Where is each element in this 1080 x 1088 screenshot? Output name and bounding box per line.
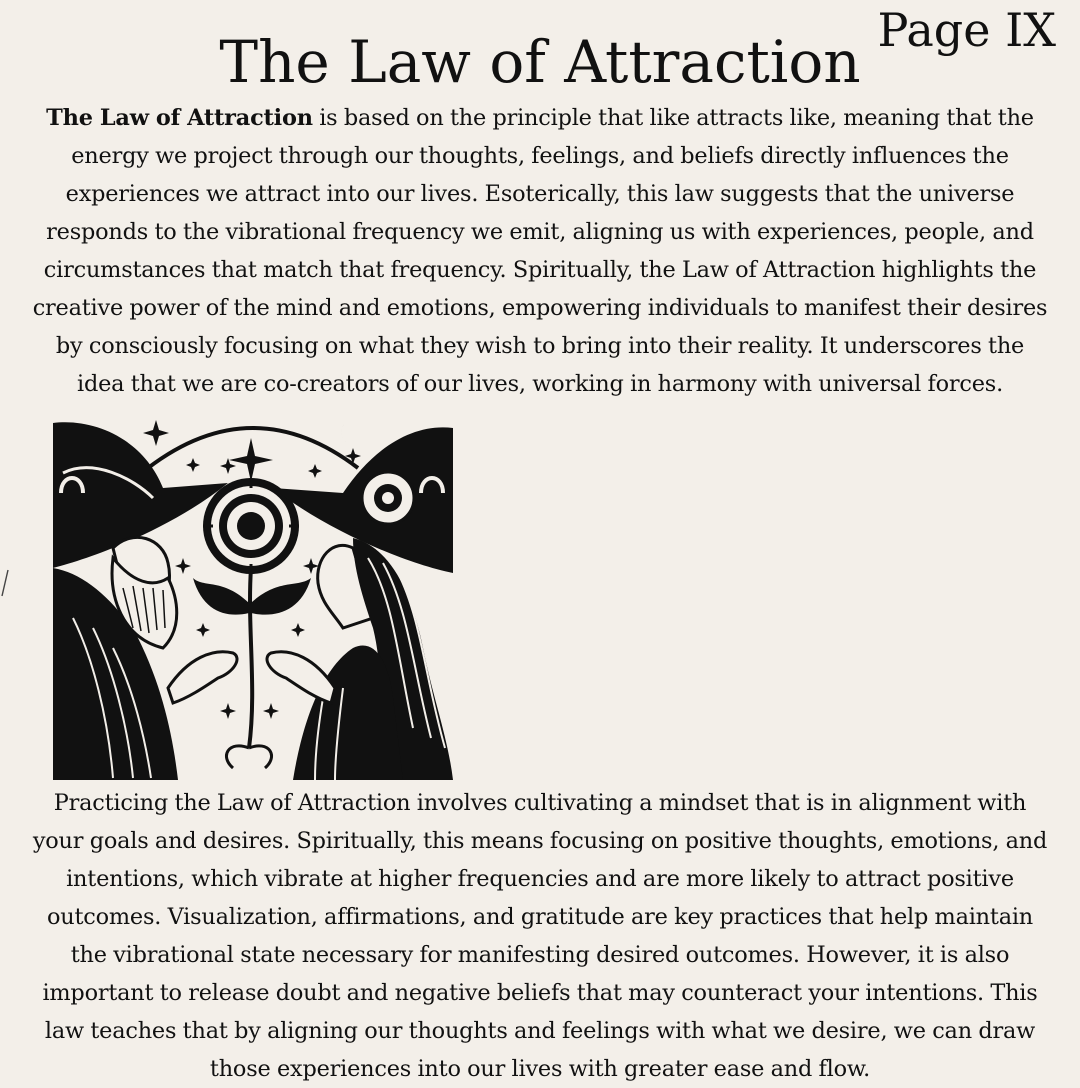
intro-paragraph-text: is based on the principle that like attracts like, meaning that the energy we project through our thoughts, feelings, and beliefs directly influences the experiences we attract into our lives. Esoterically, this law suggests that the universe responds to the vibrational frequency we emit, aligning us with experiences, people, and circumstances that match that frequency. Spiritually, the Law of Attraction highlights the creative power of the mind and emotions, empowering individuals to manifest their desires by consciously focusing on what they wish to bring into their reality. It underscores the idea that we are co-creators of our lives, working in harmony with universal forces. (32, 105, 1048, 397)
intro-lead-term: The Law of Attraction (46, 105, 313, 131)
page-title: The Law of Attraction (219, 28, 861, 96)
practice-paragraph: Practicing the Law of Attraction involves cultivating a mindset that is in alignment with your goals and desires. Spiritually, this means focusing on positive thoughts, emotions, and intentions, which vibrate at higher frequencies and are more likely to attract positive outcomes. Visualization, affirmations, and gratitude are key practices that help maintain the vibrational state necessary for manifesting desired outcomes. However, it is also important to release doubt and negative beliefs that may counteract your intentions. This law teaches that by aligning our thoughts and feelings with what we desire, we can draw those experiences into our lives with greater ease and flow. (32, 790, 1048, 1082)
stray-mark-decoration (0, 568, 10, 598)
witches-with-flower-illustration (53, 398, 453, 780)
intro-paragraph (30, 99, 1050, 403)
page-number: Page IX (877, 3, 1056, 57)
